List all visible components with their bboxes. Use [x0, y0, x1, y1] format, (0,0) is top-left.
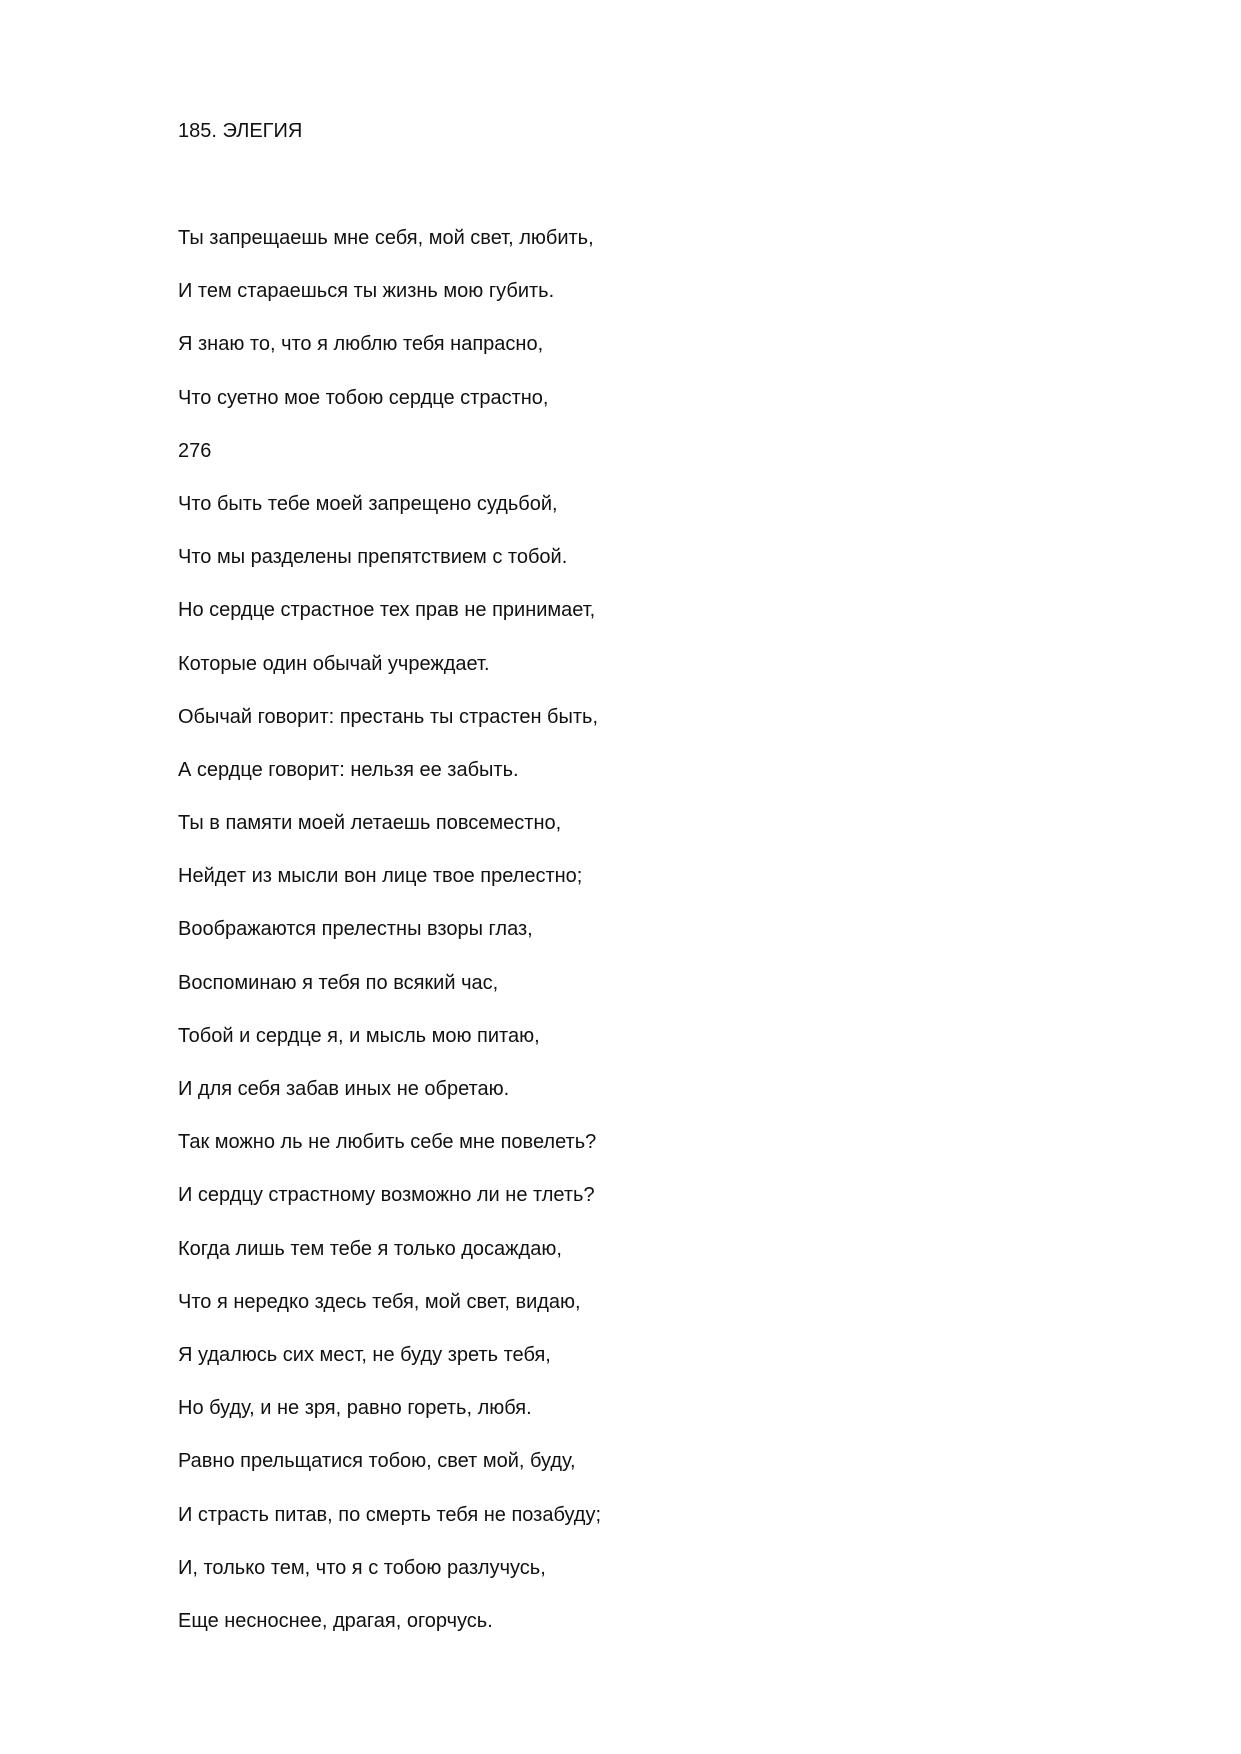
poem-line: Равно прельщатися тобою, свет мой, буду, — [178, 1450, 576, 1473]
poem-body — [178, 224, 601, 1660]
poem-line: Которые один обычай учреждает. — [178, 652, 490, 675]
poem-line: И, только тем, что я с тобою разлучусь, — [178, 1556, 546, 1579]
poem-line: Что мы разделены препятствием с тобой. — [178, 546, 568, 569]
poem-line: Тобой и сердце я, и мысль мою питаю, — [178, 1024, 540, 1047]
poem-line: Воспоминаю я тебя по всякий час, — [178, 971, 499, 994]
poem-line: Что быть тебе моей запрещено судьбой, — [178, 492, 558, 515]
poem-line: И тем стараешься ты жизнь мою губить. — [178, 280, 555, 303]
poem-line: Что я нередко здесь тебя, мой свет, видаю, — [178, 1290, 581, 1313]
poem-line: Еще несноснее, драгая, огорчусь. — [178, 1609, 493, 1632]
poem-line: Я удалюсь сих мест, не буду зреть тебя, — [178, 1343, 551, 1366]
poem-line: И страсть питав, по смерть тебя не позабуду; — [178, 1503, 602, 1526]
poem-line: Воображаются прелестны взоры глаз, — [178, 918, 533, 941]
poem-line: 276 — [178, 439, 212, 462]
poem-line: Но буду, и не зря, равно гореть, любя. — [178, 1397, 532, 1420]
poem-line: Я знаю то, что я люблю тебя напрасно, — [178, 333, 544, 356]
poem-line: Так можно ль не любить себе мне повелеть? — [178, 1131, 597, 1154]
poem-line: Что суетно мое тобою сердце страстно, — [178, 386, 549, 409]
poem-line: Ты в памяти моей летаешь повсеместно, — [178, 812, 562, 835]
poem-line: И сердцу страстному возможно ли не тлеть? — [178, 1184, 595, 1207]
poem-title: 185. ЭЛЕГИЯ — [178, 120, 303, 142]
poem-line: Ты запрещаешь мне себя, мой свет, любить, — [178, 227, 594, 249]
poem-line: Но сердце страстное тех прав не принимает, — [178, 599, 596, 622]
poem-line: Обычай говорит: престань ты страстен быть, — [178, 705, 599, 728]
poem-line: Когда лишь тем тебе я только досаждаю, — [178, 1237, 562, 1260]
poem-line: А сердце говорит: нельзя ее забыть. — [178, 758, 519, 781]
poem-line: И для себя забав иных не обретаю. — [178, 1078, 510, 1100]
poem-line: Нейдет из мысли вон лице твое прелестно; — [178, 865, 583, 888]
